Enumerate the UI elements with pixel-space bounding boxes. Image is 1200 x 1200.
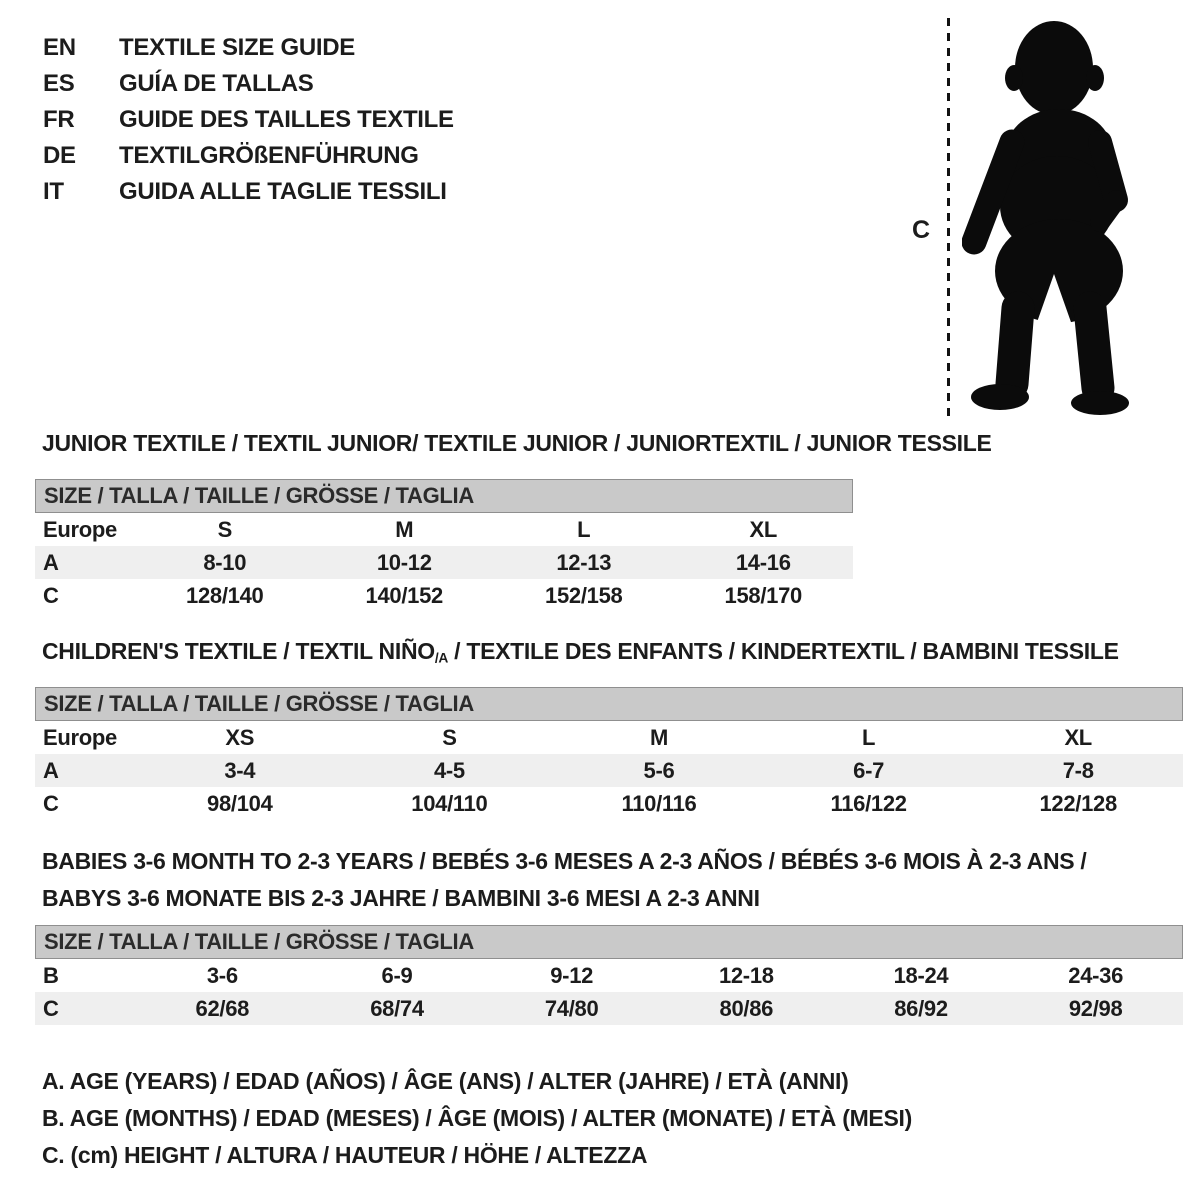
height-measure-dashed-line [947,18,950,418]
legend-line: B. AGE (MONTHS) / EDAD (MESES) / ÂGE (MOIS) / ALTER (MONATE) / ETÀ (MESI) [42,1105,912,1131]
table-row [35,721,1183,754]
size-header-bar: SIZE / TALLA / TAILLE / GRÖSSE / TAGLIA [35,687,1183,721]
table-cell: 6-7 [853,757,885,783]
table-row [35,992,1183,1025]
legend-line: A. AGE (YEARS) / EDAD (AÑOS) / ÂGE (ANS) / ALTER (JAHRE) / ETÀ (ANNI) [42,1068,849,1094]
language-title: GUIDA ALLE TAGLIE TESSILI [119,178,447,205]
table-cell: 6-9 [381,962,413,988]
junior-size-table [35,479,853,612]
table-cell: 9-12 [550,962,594,988]
measurement-legend [42,1063,912,1174]
language-code: IT [43,178,64,205]
size-header-bar: SIZE / TALLA / TAILLE / GRÖSSE / TAGLIA [35,925,1183,959]
table-cell: L [577,516,591,542]
table-cell: 80/86 [719,995,774,1021]
row-label: Europe [43,516,117,542]
language-title: TEXTILGRÖßENFÜHRUNG [119,142,419,169]
table-cell: M [649,724,668,750]
table-cell: 140/152 [365,582,443,608]
language-title: GUIDE DES TAILLES TEXTILE [119,106,454,133]
size-header-bar: SIZE / TALLA / TAILLE / GRÖSSE / TAGLIA [35,479,853,513]
table-row [35,959,1183,992]
table-cell: 152/158 [545,582,623,608]
table-cell: L [862,724,876,750]
children-size-table [35,687,1183,820]
row-label: C [43,582,59,608]
language-row [43,66,454,102]
table-cell: 98/104 [207,790,273,816]
table-cell: 3-4 [224,757,256,783]
table-cell: 104/110 [411,790,488,816]
babies-table-title [42,843,1087,917]
row-label: B [43,962,59,988]
table-cell: 74/80 [544,995,599,1021]
table-row [35,754,1183,787]
language-title: TEXTILE SIZE GUIDE [119,34,355,61]
table-cell: 3-6 [206,962,238,988]
title-segment-subscript: /A [434,650,449,666]
row-label: Europe [43,724,117,750]
table-cell: 92/98 [1068,995,1123,1021]
table-cell: 14-16 [735,549,791,575]
table-row [35,546,853,579]
table-cell: 12-18 [718,962,774,988]
language-code: EN [43,34,76,61]
legend-line: C. (cm) HEIGHT / ALTURA / HAUTEUR / HÖHE / ALTEZZA [42,1142,648,1168]
language-row [43,174,454,210]
row-label: C [43,790,59,816]
language-code: FR [43,106,75,133]
table-cell: 10-12 [376,549,432,575]
table-row [35,579,853,612]
table-cell: 62/68 [195,995,250,1021]
children-table-title [42,638,1119,665]
junior-table-title: JUNIOR TEXTILE / TEXTIL JUNIOR/ TEXTILE JUNIOR / JUNIORTEXTIL / JUNIOR TESSILE [42,430,992,456]
table-cell: XS [225,724,255,750]
table-row [35,787,1183,820]
table-cell: S [217,516,232,542]
table-cell: 8-10 [203,549,247,575]
babies-title-line-2: BABYS 3-6 MONATE BIS 2-3 JAHRE / BAMBINI 3-6 MESI A 2-3 ANNI [42,885,760,911]
table-cell: 12-13 [556,549,612,575]
height-measure-label: C [912,216,930,244]
language-row [43,138,454,174]
table-cell: XL [749,516,777,542]
title-segment: CHILDREN'S TEXTILE / TEXTIL NIÑO [42,638,435,664]
table-cell: 24-36 [1068,962,1124,988]
table-cell: 122/128 [1039,790,1117,816]
language-title: GUÍA DE TALLAS [119,70,314,97]
language-row [43,30,454,66]
table-cell: 86/92 [894,995,948,1021]
baby-silhouette-image [962,16,1140,416]
babies-size-table [35,925,1183,1025]
table-cell: 110/116 [621,790,697,816]
table-cell: 116/122 [830,790,907,816]
table-cell: 5-6 [643,757,675,783]
language-code: DE [43,142,76,169]
language-row [43,102,454,138]
table-row [35,513,853,546]
row-label: C [43,995,59,1021]
row-label: A [43,549,59,575]
table-cell: 7-8 [1062,757,1094,783]
language-title-list [43,30,454,210]
language-code: ES [43,70,75,97]
title-segment: / TEXTILE DES ENFANTS / KINDERTEXTIL / BAMBINI TESSILE [448,638,1119,664]
babies-title-line-1: BABIES 3-6 MONTH TO 2-3 YEARS / BEBÉS 3-6 MESES A 2-3 AÑOS / BÉBÉS 3-6 MOIS À 2-3 ANS / [42,848,1087,874]
table-cell: 18-24 [893,962,949,988]
table-cell: 68/74 [370,995,424,1021]
row-label: A [43,757,59,783]
table-cell: 4-5 [433,757,465,783]
table-cell: S [442,724,457,750]
table-cell: 128/140 [186,582,264,608]
table-cell: 158/170 [724,582,802,608]
table-cell: XL [1064,724,1092,750]
table-cell: M [395,516,414,542]
